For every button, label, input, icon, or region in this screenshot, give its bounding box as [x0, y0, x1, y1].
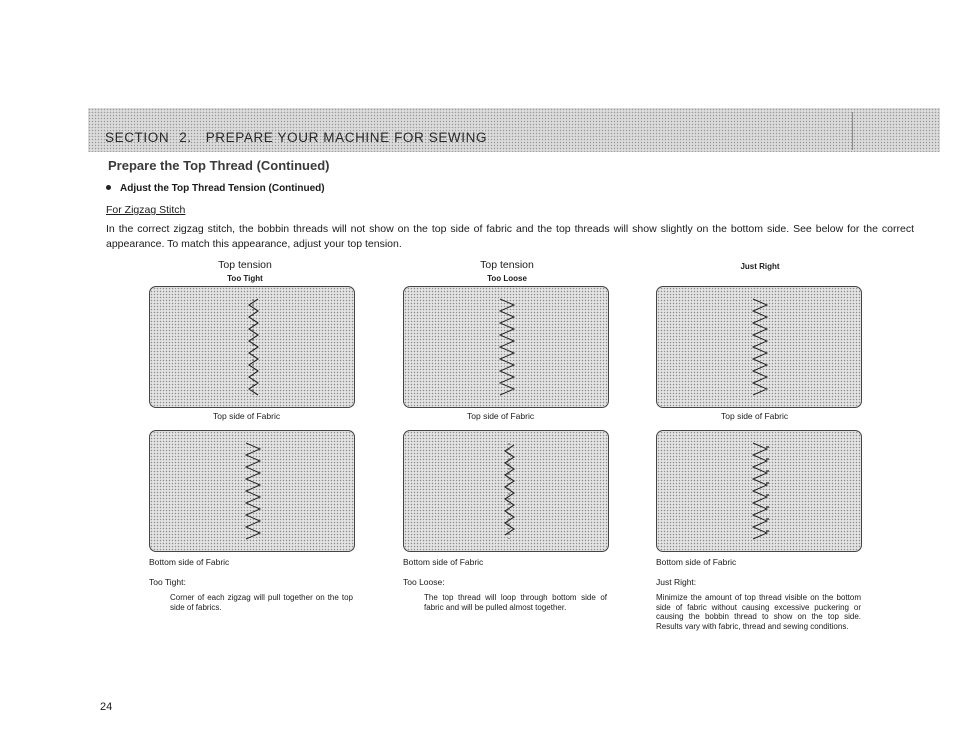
- subheading: Prepare the Top Thread (Continued): [108, 158, 330, 173]
- top-side-caption: Top side of Fabric: [213, 411, 281, 421]
- intro-paragraph: In the correct zigzag stitch, the bobbin threads will not show on the top side of fabric and the top threads will show slightly on the bottom side. See below for the correct appearance. To match this appearance, adjust your top tension.: [106, 223, 914, 250]
- top-side-caption: Top side of Fabric: [467, 411, 535, 421]
- zigzag-loose-bottom-figure: [404, 431, 609, 552]
- column-head-label: Top tension: [218, 259, 272, 271]
- zigzag-tight-top-figure: [150, 287, 355, 408]
- zigzag-right-top-figure: [657, 287, 862, 408]
- note-title: Too Tight:: [149, 577, 186, 587]
- column-head-3: [710, 259, 810, 271]
- zigzag-tight-bottom-figure: [150, 431, 355, 552]
- section-number: 2.: [179, 130, 192, 145]
- zigzag-right-bottom-figure: [657, 431, 862, 552]
- note-body: Corner of each zigzag will pull together on the top side of fabrics.: [170, 593, 353, 612]
- topic-heading: For Zigzag Stitch: [106, 204, 186, 216]
- fabric-top-panel: [403, 286, 609, 408]
- bottom-side-caption: Bottom side of Fabric: [403, 557, 484, 567]
- zigzag-loose-top-figure: [404, 287, 609, 408]
- note-body: The top thread will loop through bottom side of fabric and will be pulled almost together.: [424, 593, 607, 612]
- note-title: Just Right:: [656, 577, 697, 587]
- section-heading: [105, 130, 487, 145]
- fabric-top-panel: [149, 286, 355, 408]
- note-title: Too Loose:: [403, 577, 445, 587]
- column-subhead: Too Tight: [227, 274, 263, 283]
- top-side-caption: Top side of Fabric: [721, 411, 789, 421]
- fabric-bottom-panel: [149, 430, 355, 552]
- page-number: 24: [100, 701, 113, 713]
- bullet-heading: [106, 183, 325, 194]
- note-body: Minimize the amount of top thread visible on the bottom side of fabric without causing excessive puckering or causing the bobbin thread to show on the top side. Results vary with fabric, thread and sewing conditions.: [656, 593, 861, 631]
- fabric-top-panel: [656, 286, 862, 408]
- column-head-label: Top tension: [480, 259, 534, 271]
- column-subhead: Too Loose: [487, 274, 527, 283]
- fabric-bottom-panel: [403, 430, 609, 552]
- column-head-2: [457, 259, 557, 283]
- banner-divider: [852, 112, 853, 150]
- fabric-bottom-panel: [656, 430, 862, 552]
- bullet-icon: [106, 185, 111, 190]
- bottom-side-caption: Bottom side of Fabric: [149, 557, 230, 567]
- bottom-side-caption: Bottom side of Fabric: [656, 557, 737, 567]
- column-subhead: Just Right: [740, 262, 780, 271]
- section-title: PREPARE YOUR MACHINE FOR SEWING: [205, 130, 488, 145]
- bullet-text: Adjust the Top Thread Tension (Continued): [120, 183, 325, 194]
- section-label: SECTION: [105, 130, 170, 145]
- column-head-1: [195, 259, 295, 283]
